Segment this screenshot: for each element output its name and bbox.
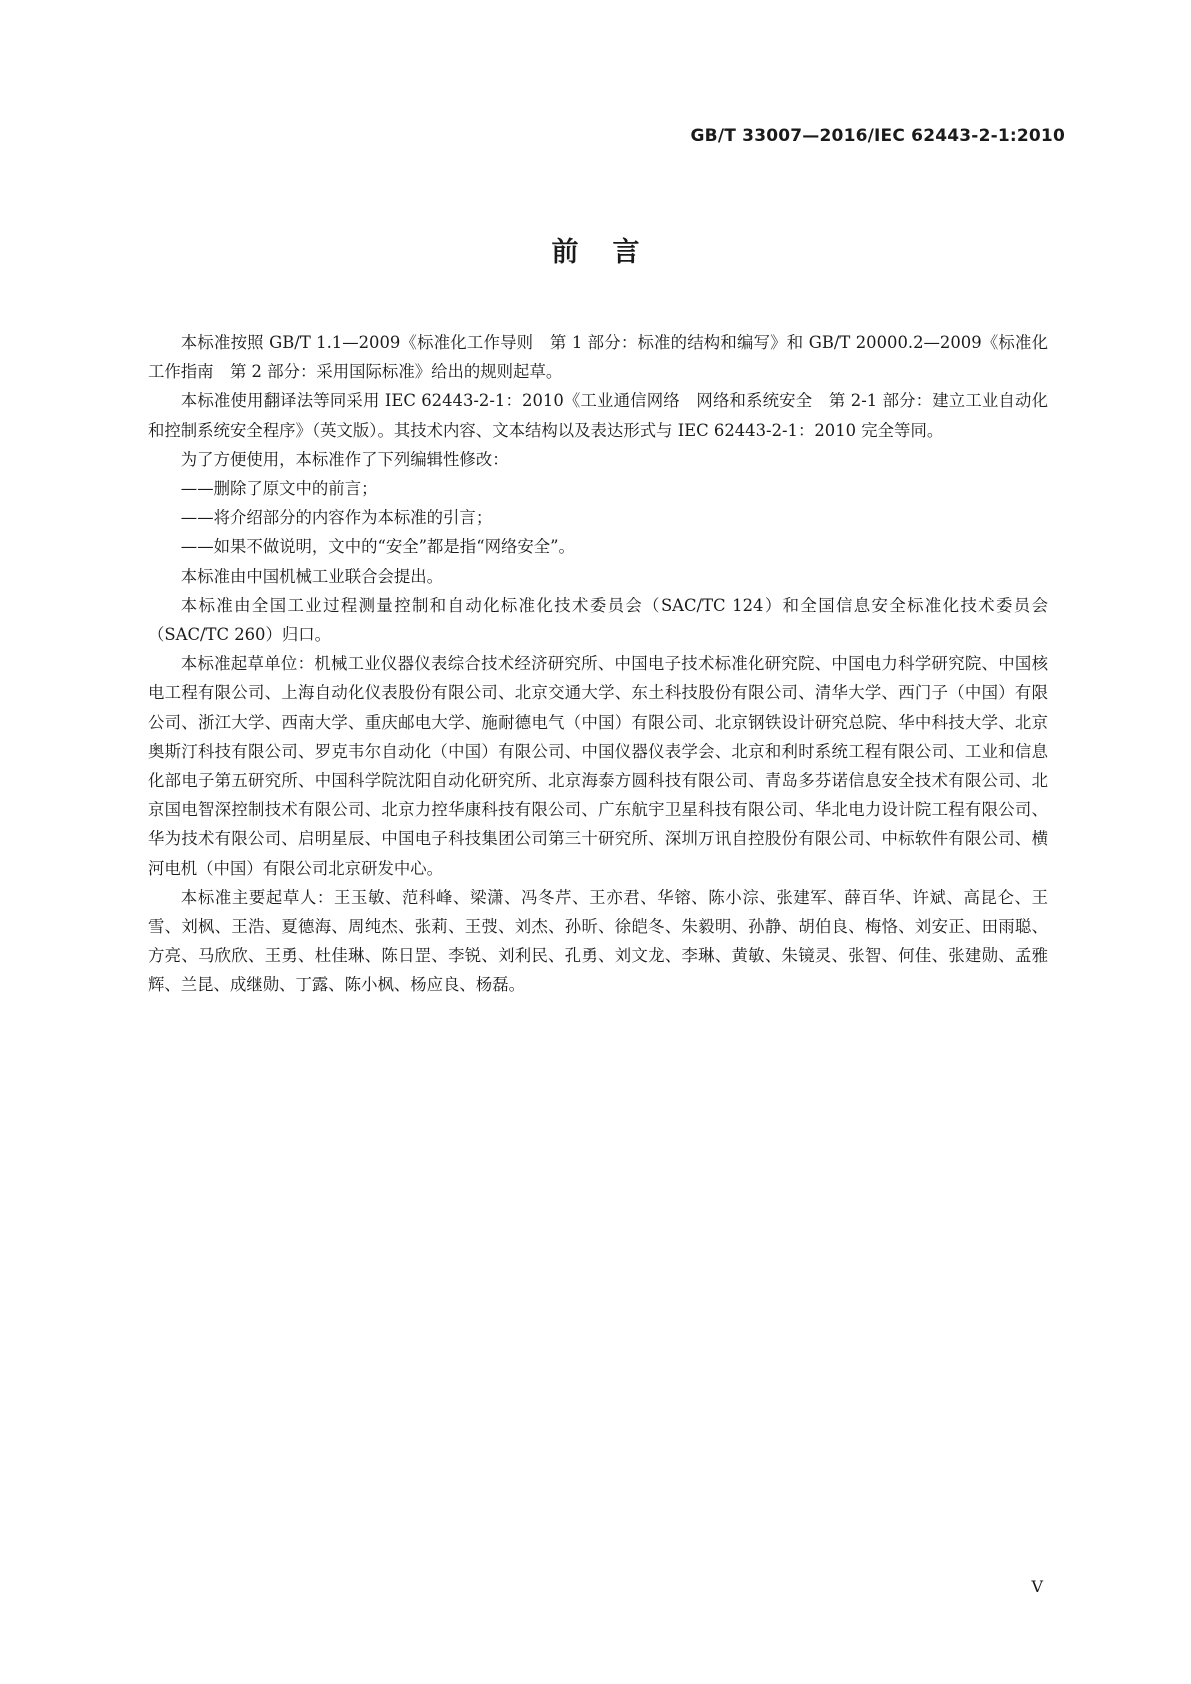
list-item-change-1: ——删除了原文中的前言； [180, 479, 378, 499]
paragraph-technical-committee: 本标准由全国工业过程测量控制和自动化标准化技术委员会（SAC/TC 124）和全国信息安全标准化技术委员会（SAC/TC 260）归口。 [148, 595, 1048, 645]
paragraph-drafters: 本标准主要起草人：王玉敏、范科峰、梁潇、冯冬芹、王亦君、华镕、陈小淙、张建军、薛百华、许斌、高昆仑、王雪、刘枫、王浩、夏德海、周纯杰、张莉、王弢、刘杰、孙昕、徐皑冬、朱毅明、孙静、胡伯良、梅恪、刘安正、田雨聪、方亮、马欣欣、王勇、杜佳琳、陈日罡、李锐、刘利民、孔勇、刘文龙、李琳、黄敏、朱镜灵、张智、何佳、张建勋、孟雅辉、兰昆、成继勋、丁露、陈小枫、杨应良、杨磊。 [148, 887, 1048, 995]
list-item-change-3: ——如果不做说明，文中的“安全”都是指“网络安全”。 [180, 537, 575, 557]
standard-code-header: GB/T 33007—2016/IEC 62443-2-1:2010 [690, 126, 1065, 146]
list-item-change-2: ——将介绍部分的内容作为本标准的引言； [180, 508, 493, 528]
paragraph-proposer: 本标准由中国机械工业联合会提出。 [180, 566, 444, 586]
paragraph-editorial-changes: 为了方便使用，本标准作了下列编辑性修改： [180, 449, 509, 469]
foreword-body [148, 328, 1048, 1000]
paragraph-drafting-units: 本标准起草单位：机械工业仪器仪表综合技术经济研究所、中国电子技术标准化研究院、中国电力科学研究院、中国核电工程有限公司、上海自动化仪表股份有限公司、北京交通大学、东土科技股份有限公司、清华大学、西门子（中国）有限公司、浙江大学、西南大学、重庆邮电大学、施耐德电气（中国）有限公司、北京钢铁设计研究总院、华中科技大学、北京奥斯汀科技有限公司、罗克韦尔自动化（中国）有限公司、中国仪器仪表学会、北京和利时系统工程有限公司、工业和信息化部电子第五研究所、中国科学院沈阳自动化研究所、北京海泰方圆科技有限公司、青岛多芬诺信息安全技术有限公司、北京国电智深控制技术有限公司、北京力控华康科技有限公司、广东航宇卫星科技有限公司、华北电力设计院工程有限公司、华为技术有限公司、启明星辰、中国电子科技集团公司第三十研究所、深圳万讯自控股份有限公司、中标软件有限公司、横河电机（中国）有限公司北京研发中心。 [148, 654, 1048, 878]
paragraph-adoption-method: 本标准使用翻译法等同采用 IEC 62443-2-1：2010《工业通信网络 网络和系统安全 第 2-1 部分：建立工业自动化和控制系统安全程序》（英文版）。其技术内容、文本结构以及表达形式与 IEC 62443-2-1：2010 完全等同。 [148, 391, 1048, 440]
page-number: V [1031, 1577, 1043, 1596]
page-title: 前言 [551, 237, 674, 268]
paragraph-drafting-rules: 本标准按照 GB/T 1.1—2009《标准化工作导则 第 1 部分：标准的结构和编写》和 GB/T 20000.2—2009《标准化工作指南 第 2 部分：采用国际标准》给出的规则起草。 [148, 333, 1048, 382]
